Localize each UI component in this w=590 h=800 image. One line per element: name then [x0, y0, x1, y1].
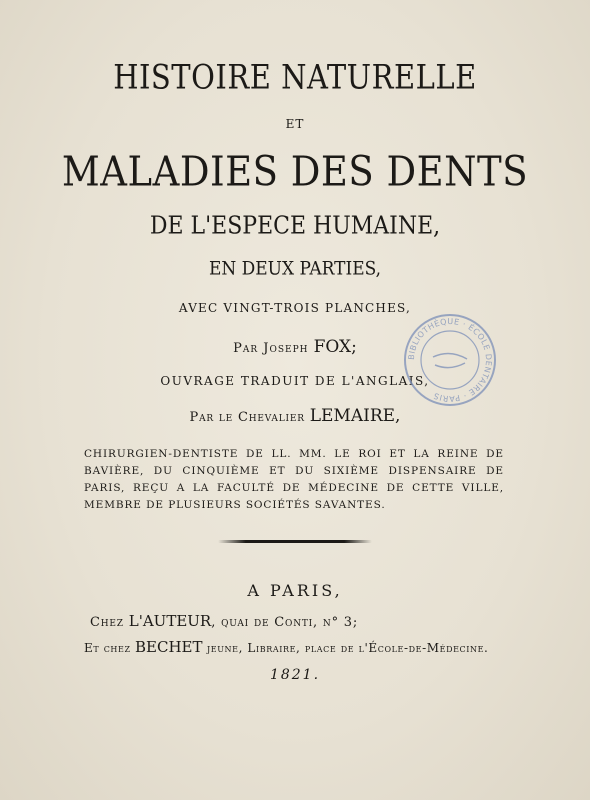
title-connector: ET	[285, 117, 305, 131]
author-prefix: Par Joseph	[233, 341, 309, 356]
translator-line	[0, 406, 590, 426]
title-line-2: MALADIES DES DENTS	[61, 147, 529, 196]
stamp-text: BIBLIOTHÈQUE · ÉCOLE DENTAIRE · PARIS	[406, 316, 494, 404]
translator-credentials: CHIRURGIEN-DENTISTE DE LL. MM. LE ROI ET LA REINE DE BAVIÈRE, DU CINQUIÈME ET DU SIXIÈME DISPENSAIRE DE PARIS, REÇU A LA FACULTÉ DE MÉDECINE DE CETTE VILLE, MEMBRE DE PLUSIEURS SOCIÉTÉS SAVANTES.	[84, 448, 504, 511]
title-line-4: EN DEUX PARTIES,	[208, 258, 382, 280]
imprint-line-2-b: BECHET	[135, 638, 203, 656]
library-stamp-icon	[403, 313, 497, 407]
ornamental-rule	[218, 540, 372, 543]
imprint-year: 1821.	[269, 667, 321, 683]
translation-line: OUVRAGE TRADUIT DE L'ANGLAIS,	[160, 374, 430, 388]
imprint-line-1-b: L'AUTEUR	[128, 612, 212, 630]
author-name: FOX;	[313, 337, 357, 357]
svg-text:BIBLIOTHÈQUE · ÉCOLE DENTAIRE	[407, 317, 493, 403]
title-line-1: HISTOIRE NATURELLE	[113, 57, 477, 97]
imprint-line-1-a: Chez	[90, 615, 124, 630]
translator-prefix: Par le Chevalier	[189, 410, 305, 425]
plates-line: AVEC VINGT-TROIS PLANCHES,	[178, 301, 412, 315]
imprint-line-2-c: jeune, Libraire, place de l'École-de-Médecine.	[206, 641, 489, 655]
translator-name: LEMAIRE,	[309, 406, 401, 426]
title-line-3: DE L'ESPECE HUMAINE,	[149, 212, 441, 241]
imprint-line-1-c: , quai de Conti, n° 3;	[211, 615, 359, 630]
imprint-line-1	[90, 612, 358, 630]
author-line	[0, 337, 590, 357]
imprint-line-2-a: Et chez	[84, 641, 131, 655]
imprint-line-2	[84, 638, 488, 656]
imprint-city: A PARIS,	[247, 581, 343, 600]
